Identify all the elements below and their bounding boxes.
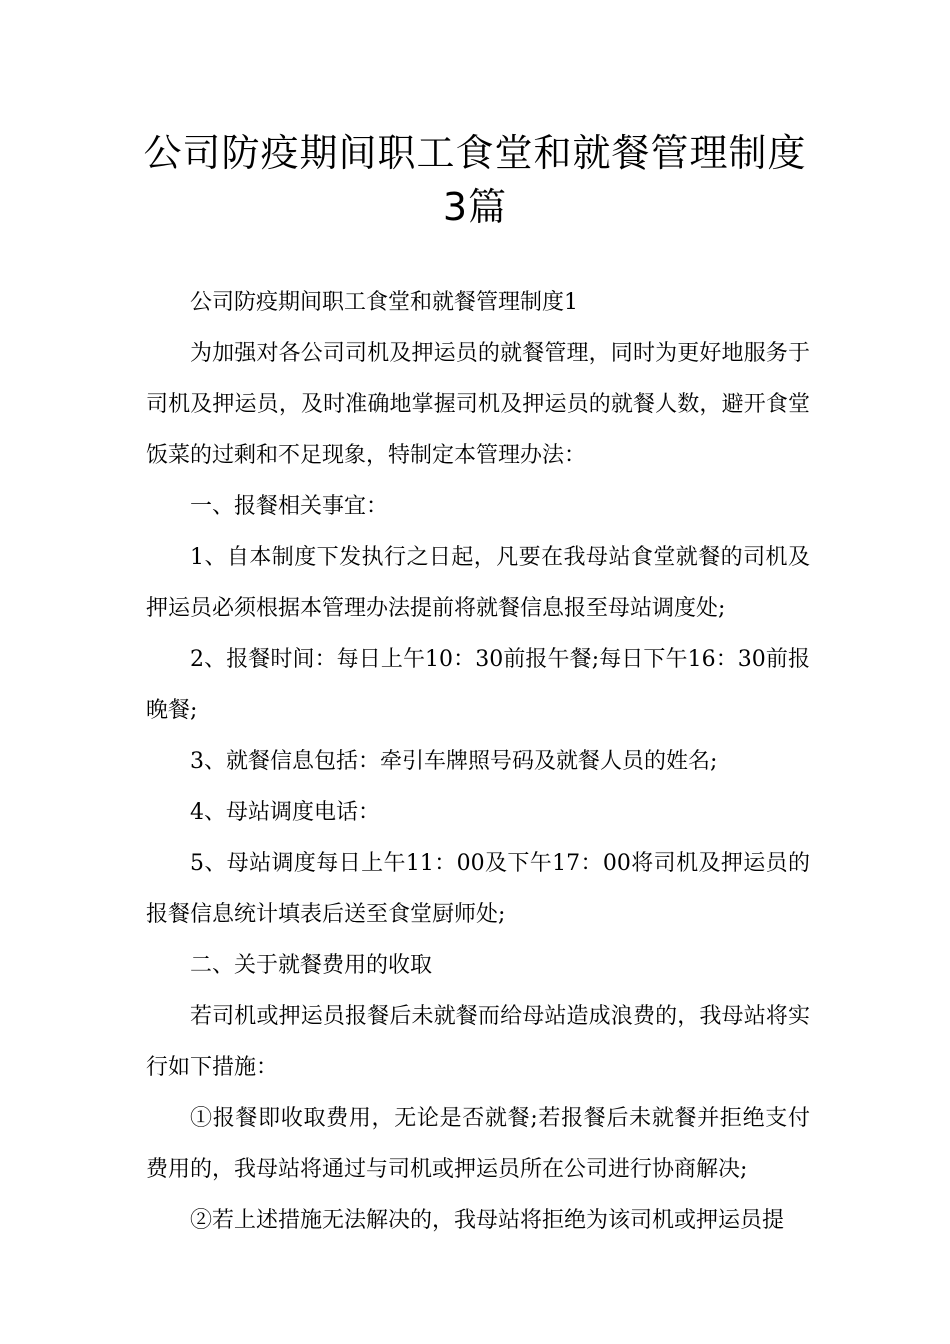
section-heading-1: 一、报餐相关事宜： <box>190 494 389 519</box>
list-item-4: 4、母站调度电话： <box>190 800 380 825</box>
section-heading-2: 二、关于就餐费用的收取 <box>190 953 433 978</box>
measure-item-1: ①报餐即收取费用，无论是否就餐;若报餐后未就餐并拒绝支付费用的，我母站将通过与司机或押运员所在公司进行协商解决; <box>146 1106 810 1182</box>
title-line-2: 3篇 <box>442 185 508 229</box>
document-title <box>0 126 950 234</box>
document-body <box>146 277 810 1246</box>
measures-paragraph: 若司机或押运员报餐后未就餐而给母站造成浪费的，我母站将实行如下措施： <box>146 1004 810 1080</box>
list-item-5: 5、母站调度每日上午11：00及下午17：00将司机及押运员的报餐信息统计填表后送至食堂厨师处; <box>146 851 810 927</box>
measure-item-2: ②若上述措施无法解决的，我母站将拒绝为该司机或押运员提 <box>190 1208 785 1233</box>
intro-paragraph: 为加强对各公司司机及押运员的就餐管理，同时为更好地服务于司机及押运员，及时准确地掌握司机及押运员的就餐人数，避开食堂饭菜的过剩和不足现象，特制定本管理办法： <box>146 341 810 468</box>
list-item-1: 1、自本制度下发执行之日起，凡要在我母站食堂就餐的司机及押运员必须根据本管理办法提前将就餐信息报至母站调度处; <box>146 545 810 621</box>
subtitle-paragraph: 公司防疫期间职工食堂和就餐管理制度1 <box>190 290 578 315</box>
title-line-1: 公司防疫期间职工食堂和就餐管理制度 <box>143 131 807 175</box>
list-item-2: 2、报餐时间：每日上午10：30前报午餐;每日下午16：30前报晚餐; <box>146 647 810 723</box>
list-item-3: 3、就餐信息包括：牵引车牌照号码及就餐人员的姓名; <box>190 749 718 774</box>
